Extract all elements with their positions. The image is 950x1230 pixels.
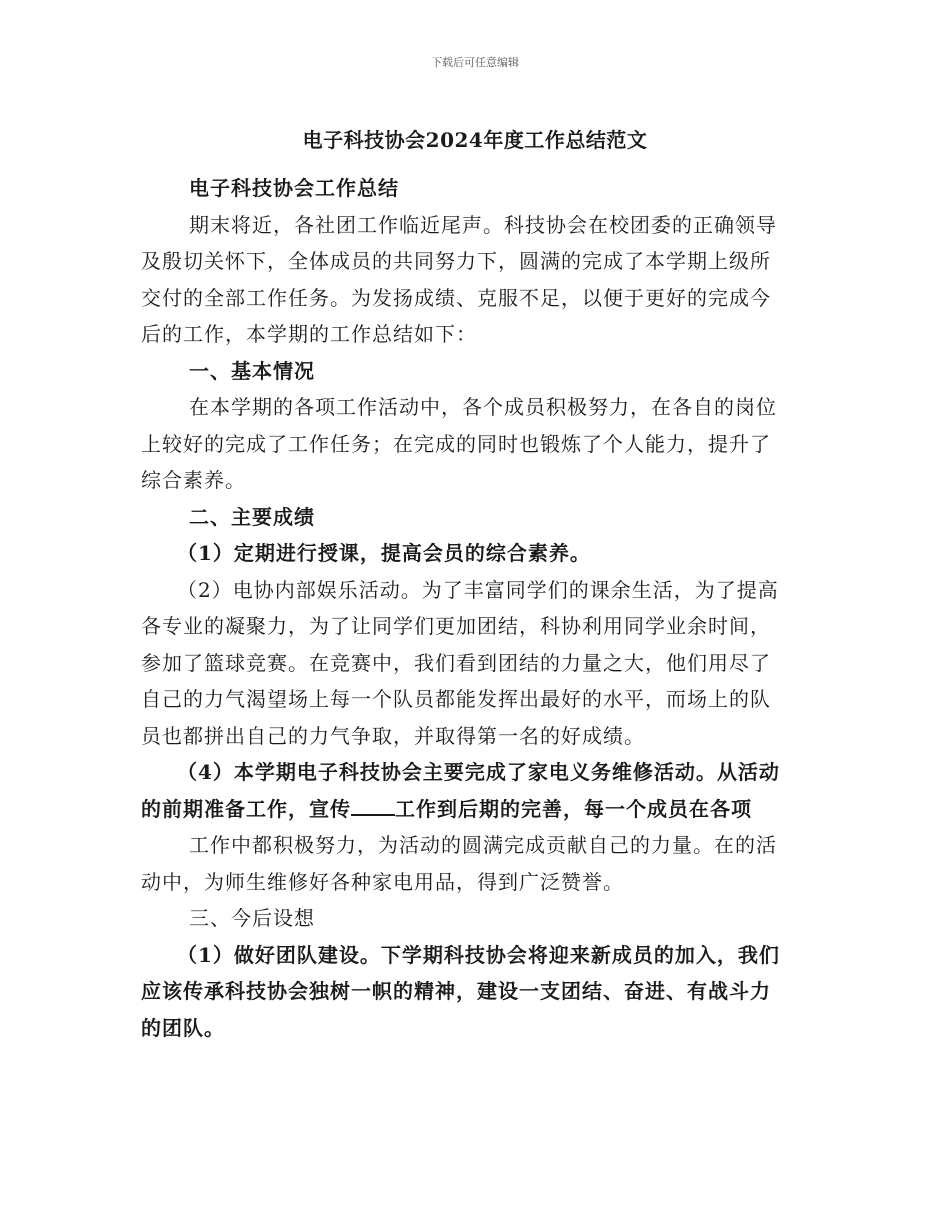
intro-line-4: 后的工作，本学期的工作总结如下： — [141, 322, 477, 346]
section1-paragraph — [141, 389, 811, 499]
intro-line-2: 及殷切关怀下，全体成员的共同努力下，圆满的完成了本学期上级所 — [141, 249, 771, 273]
section-heading-future: 三、今后设想 — [189, 906, 315, 930]
document-title: 电子科技协会2024年度工作总结范文 — [302, 128, 648, 152]
header-note: 下载后可任意编辑 — [431, 56, 519, 69]
section1-line-3: 综合素养。 — [141, 468, 246, 492]
item4-line-2b: 工作到后期的完善，每一个成员在各项 — [395, 796, 752, 821]
section1-line-2: 上较好的完成了工作任务；在完成的同时也锻炼了个人能力，提升了 — [141, 431, 771, 456]
achievement-item-4-continued — [141, 827, 811, 900]
item4-cont-line-1: 工作中都积极努力，为活动的圆满完成贡献自己的力量。在的活 — [189, 833, 777, 857]
future-item1-line-1: （1）做好团队建设。下学期科技协会将迎来新成员的加入，我们 — [177, 942, 780, 967]
intro-line-1: 期末将近，各社团工作临近尾声。科技协会在校团委的正确领导 — [189, 212, 777, 237]
item4-line-1: （4）本学期电子科技协会主要完成了家电义务维修活动。从活动 — [177, 760, 780, 784]
future-item-1 — [141, 937, 811, 1047]
section-heading-achievements: 二、主要成绩 — [189, 504, 315, 529]
intro-line-3: 交付的全部工作任务。为发扬成绩、克服不足，以便于更好的完成今 — [141, 285, 771, 310]
achievement-item-2 — [141, 572, 811, 755]
blank-underline — [351, 796, 395, 816]
future-item1-line-2: 应该传承科技协会独树一帜的精神，建设一支团结、奋进、有战斗力 — [141, 979, 771, 1003]
item2-line-2: 各专业的凝聚力，为了让同学们更加团结，科协利用同学业余时间， — [141, 614, 771, 638]
item2-line-3: 参加了篮球竞赛。在竞赛中，我们看到团结的力量之大，他们用尽了 — [141, 650, 771, 675]
achievement-item-4 — [141, 754, 811, 827]
subtitle: 电子科技协会工作总结 — [189, 176, 399, 200]
item4-line-2 — [141, 791, 811, 828]
item2-line-5: 员也都拼出自己的力气争取，并取得第一名的好成绩。 — [141, 723, 645, 748]
item2-line-4: 自己的力气渴望场上每一个队员都能发挥出最好的水平，而场上的队 — [141, 687, 771, 711]
document-body — [141, 170, 811, 1046]
section1-line-1: 在本学期的各项工作活动中，各个成员积极努力，在各自的岗位 — [189, 395, 777, 419]
section-heading-basic: 一、基本情况 — [189, 358, 315, 383]
item2-line-1: （2）电协内部娱乐活动。为了丰富同学们的课余生活，为了提高 — [177, 577, 779, 602]
future-item1-line-3: 的团队。 — [141, 1015, 225, 1040]
item4-line-2a: 的前期准备工作，宣传 — [141, 796, 351, 821]
item4-cont-line-2: 动中，为师生维修好各种家电用品，得到广泛赞誉。 — [141, 869, 624, 894]
achievement-item-1: （1）定期进行授课，提高会员的综合素养。 — [177, 541, 591, 565]
intro-paragraph — [141, 207, 811, 353]
